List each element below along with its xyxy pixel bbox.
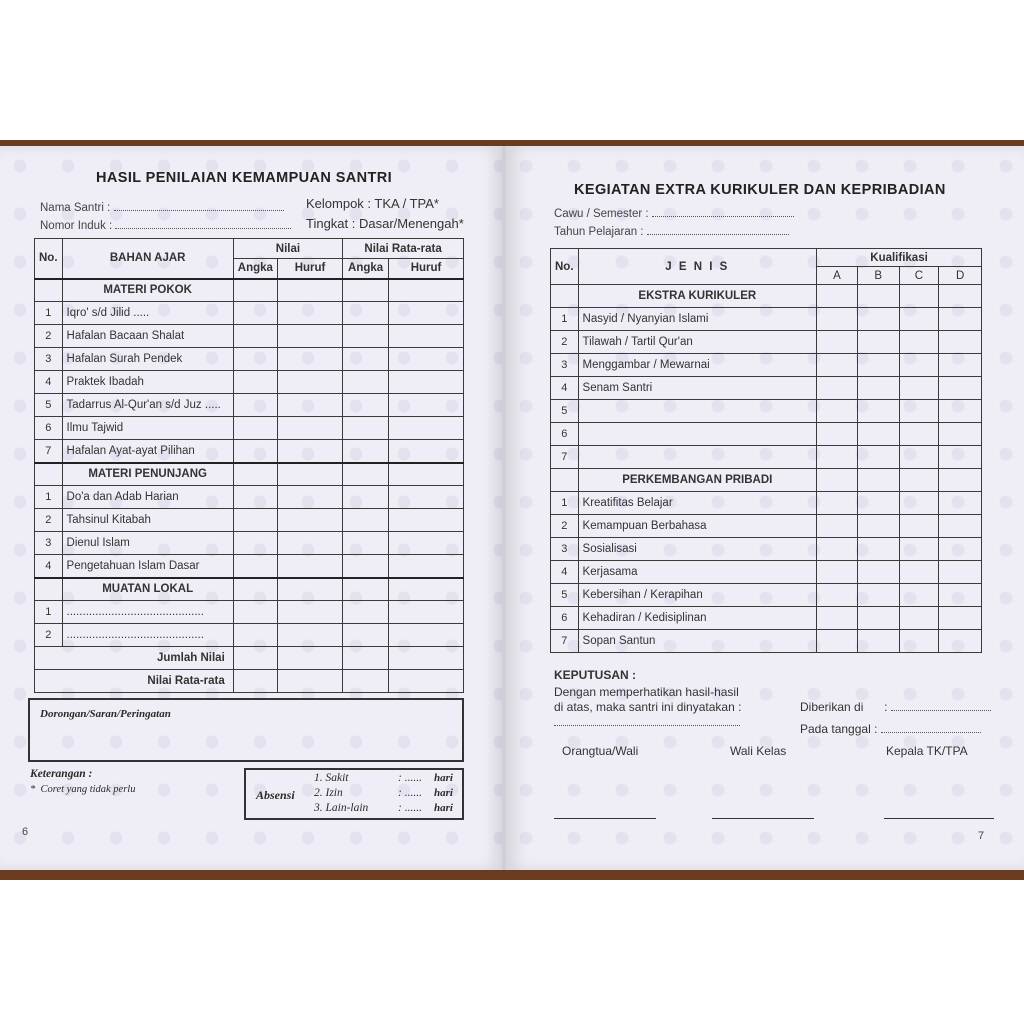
diberikan-colon: : <box>884 700 888 714</box>
nama-santri-label: Nama Santri : <box>40 202 111 214</box>
nilai-cell[interactable] <box>343 325 389 348</box>
row-label: Kemampuan Berbahasa <box>578 515 817 538</box>
row-no: 2 <box>35 325 63 348</box>
left-page-title: HASIL PENILAIAN KEMAMPUAN SANTRI <box>96 170 393 186</box>
nilai-cell[interactable] <box>277 417 342 440</box>
pada-tanggal-label: Pada tanggal : <box>800 722 878 736</box>
diberikan-label: Diberikan di <box>800 700 864 714</box>
nilai-cell[interactable] <box>233 647 277 670</box>
kualifikasi-cell[interactable] <box>817 607 858 630</box>
col-jenis-header: J E N I S <box>578 249 817 285</box>
row-label: Kebersihan / Kerapihan <box>578 584 817 607</box>
kualifikasi-cell[interactable] <box>939 584 982 607</box>
sign-kepala-label: Kepala TK/TPA <box>886 744 968 758</box>
absensi-item: 2. Izin <box>314 787 343 799</box>
row-no: 2 <box>35 624 63 647</box>
tahun-label: Tahun Pelajaran : <box>554 226 644 238</box>
nilai-cell[interactable] <box>389 601 464 624</box>
section-row <box>35 578 464 601</box>
table-row <box>35 325 464 348</box>
section-row <box>35 463 464 486</box>
kualifikasi-cell[interactable] <box>817 515 858 538</box>
kualifikasi-cell[interactable] <box>939 538 982 561</box>
kualifikasi-cell[interactable] <box>899 446 939 469</box>
kualifikasi-cell[interactable] <box>939 607 982 630</box>
keterangan-note-text: Coret yang tidak perlu <box>40 784 136 795</box>
table-row <box>35 371 464 394</box>
nilai-cell[interactable] <box>233 509 277 532</box>
row-label: Sosialisasi <box>578 538 817 561</box>
cawu-dotline[interactable] <box>652 208 794 217</box>
cawu-label: Cawu / Semester : <box>554 208 649 220</box>
jumlah-row <box>35 647 464 670</box>
table-row <box>551 308 982 331</box>
kualifikasi-cell[interactable] <box>939 423 982 446</box>
table-row <box>551 354 982 377</box>
nilai-cell[interactable] <box>277 509 342 532</box>
nilai-rata-label: Nilai Rata-rata <box>35 670 234 693</box>
row-no: 1 <box>35 601 63 624</box>
kualifikasi-cell[interactable] <box>899 538 939 561</box>
kualifikasi-cell[interactable] <box>857 400 899 423</box>
kualifikasi-cell[interactable] <box>899 607 939 630</box>
absensi-item: 1. Sakit <box>314 772 349 784</box>
row-label: Kerjasama <box>578 561 817 584</box>
keputusan-text-1: Dengan memperhatikan hasil-hasil <box>554 685 739 699</box>
row-no: 5 <box>35 394 63 417</box>
kualifikasi-cell[interactable] <box>899 377 939 400</box>
kualifikasi-cell[interactable] <box>857 607 899 630</box>
nilai-cell[interactable] <box>343 509 389 532</box>
sign-line-orangtua[interactable] <box>554 818 656 819</box>
nilai-cell[interactable] <box>389 532 464 555</box>
kualifikasi-cell[interactable] <box>899 400 939 423</box>
nilai-cell[interactable] <box>233 601 277 624</box>
row-no: 4 <box>551 561 579 584</box>
absensi-item: 3. Lain-lain <box>314 802 369 814</box>
diberikan-field[interactable] <box>800 700 991 714</box>
kualifikasi-cell[interactable] <box>939 446 982 469</box>
nilai-cell[interactable] <box>343 601 389 624</box>
jumlah-nilai-label: Jumlah Nilai <box>35 647 234 670</box>
row-no: 1 <box>35 486 63 509</box>
row-label: Ilmu Tajwid <box>62 417 233 440</box>
col-angka2-header: Angka <box>343 259 389 279</box>
row-no: 5 <box>551 400 579 423</box>
sign-line-wali-kelas[interactable] <box>712 818 814 819</box>
absensi-unit: hari <box>434 772 453 784</box>
row-no: 6 <box>551 423 579 446</box>
table-row <box>35 532 464 555</box>
kualifikasi-table <box>550 248 982 653</box>
kualifikasi-cell[interactable] <box>899 308 939 331</box>
row-label: Dienul Islam <box>62 532 233 555</box>
nilai-cell[interactable] <box>343 555 389 578</box>
kualifikasi-cell[interactable] <box>817 630 858 653</box>
absensi-label: Absensi <box>256 788 295 802</box>
absensi-row <box>314 787 460 802</box>
row-label: Tadarrus Al-Qur'an s/d Juz ..... <box>62 394 233 417</box>
table-row <box>35 394 464 417</box>
pada-tanggal-dotline[interactable] <box>881 724 981 733</box>
nilai-cell[interactable] <box>233 555 277 578</box>
section-muatan-lokal: MUATAN LOKAL <box>62 578 233 601</box>
col-d-header: D <box>939 267 982 285</box>
nilai-cell[interactable] <box>277 371 342 394</box>
left-page <box>0 146 504 870</box>
row-label: Do'a dan Adab Harian <box>62 486 233 509</box>
kualifikasi-cell[interactable] <box>939 561 982 584</box>
kualifikasi-cell[interactable] <box>939 331 982 354</box>
table-row <box>35 348 464 371</box>
kualifikasi-cell[interactable] <box>817 377 858 400</box>
row-no: 4 <box>35 555 63 578</box>
kualifikasi-cell[interactable] <box>817 584 858 607</box>
nilai-cell[interactable] <box>277 440 342 463</box>
table-row <box>35 440 464 463</box>
nilai-cell[interactable] <box>389 670 464 693</box>
kualifikasi-cell[interactable] <box>857 584 899 607</box>
nilai-cell[interactable] <box>389 325 464 348</box>
row-label: Senam Santri <box>578 377 817 400</box>
nilai-cell[interactable] <box>389 555 464 578</box>
keputusan-dotline[interactable] <box>554 714 740 726</box>
cawu-field[interactable] <box>554 208 794 220</box>
nilai-cell[interactable] <box>233 624 277 647</box>
nilai-cell[interactable] <box>277 647 342 670</box>
nomor-induk-field[interactable] <box>40 220 291 232</box>
nilai-cell[interactable] <box>389 371 464 394</box>
table-row <box>35 601 464 624</box>
nilai-cell[interactable] <box>233 348 277 371</box>
row-label: Nasyid / Nyanyian Islami <box>578 308 817 331</box>
absensi-sep[interactable]: : ...... <box>398 772 422 784</box>
col-angka-header: Angka <box>233 259 277 279</box>
dorongan-label: Dorongan/Saran/Peringatan <box>40 708 171 720</box>
col-b-header: B <box>857 267 899 285</box>
row-no: 3 <box>35 532 63 555</box>
nilai-cell[interactable] <box>343 394 389 417</box>
nilai-cell[interactable] <box>389 394 464 417</box>
nilai-cell[interactable] <box>389 509 464 532</box>
kualifikasi-cell[interactable] <box>817 538 858 561</box>
row-no: 3 <box>551 538 579 561</box>
kualifikasi-cell[interactable] <box>857 492 899 515</box>
row-label[interactable]: ........................................... <box>62 624 233 647</box>
kualifikasi-cell[interactable] <box>939 377 982 400</box>
nilai-cell[interactable] <box>277 394 342 417</box>
table-row <box>551 331 982 354</box>
row-label: Iqro' s/d Jilid ..... <box>62 302 233 325</box>
kualifikasi-cell[interactable] <box>899 561 939 584</box>
section-materi-pokok: MATERI POKOK <box>62 279 233 302</box>
nilai-cell[interactable] <box>277 670 342 693</box>
row-no: 3 <box>35 348 63 371</box>
kualifikasi-cell[interactable] <box>899 584 939 607</box>
keterangan-note <box>30 784 135 795</box>
keputusan-text-2: di atas, maka santri ini dinyatakan : <box>554 700 742 714</box>
table-row <box>551 400 982 423</box>
nilai-cell[interactable] <box>343 348 389 371</box>
nilai-cell[interactable] <box>233 325 277 348</box>
nilai-cell[interactable] <box>277 325 342 348</box>
kualifikasi-cell[interactable] <box>817 308 858 331</box>
nilai-cell[interactable] <box>277 348 342 371</box>
table-row <box>35 624 464 647</box>
nilai-cell[interactable] <box>389 302 464 325</box>
table-row <box>551 630 982 653</box>
col-nilai-header: Nilai <box>233 239 342 259</box>
row-no: 1 <box>551 492 579 515</box>
kualifikasi-cell[interactable] <box>817 400 858 423</box>
tahun-dotline[interactable] <box>647 226 789 235</box>
kualifikasi-cell[interactable] <box>899 492 939 515</box>
col-huruf2-header: Huruf <box>389 259 464 279</box>
row-no: 7 <box>35 440 63 463</box>
row-no: 4 <box>35 371 63 394</box>
row-no: 7 <box>551 446 579 469</box>
table-row <box>551 515 982 538</box>
nilai-cell[interactable] <box>343 417 389 440</box>
section-ekstra-kurikuler: EKSTRA KURIKULER <box>578 285 817 308</box>
row-label: Hafalan Bacaan Shalat <box>62 325 233 348</box>
nilai-cell[interactable] <box>389 486 464 509</box>
kualifikasi-cell[interactable] <box>857 515 899 538</box>
nilai-cell[interactable] <box>277 555 342 578</box>
sign-wali-kelas-label: Wali Kelas <box>730 744 787 758</box>
row-label: Sopan Santun <box>578 630 817 653</box>
absensi-box <box>244 768 464 820</box>
kualifikasi-cell[interactable] <box>857 630 899 653</box>
kualifikasi-cell[interactable] <box>857 423 899 446</box>
row-label[interactable]: ........................................... <box>62 601 233 624</box>
row-label: Pengetahuan Islam Dasar <box>62 555 233 578</box>
nilai-cell[interactable] <box>233 394 277 417</box>
tingkat-field: Tingkat : Dasar/Menengah* <box>306 216 464 231</box>
nilai-cell[interactable] <box>277 601 342 624</box>
nilai-cell[interactable] <box>277 624 342 647</box>
col-huruf-header: Huruf <box>277 259 342 279</box>
table-row <box>551 423 982 446</box>
table-row <box>35 555 464 578</box>
table-row <box>35 486 464 509</box>
absensi-row <box>314 802 460 817</box>
col-bahan-ajar-header: BAHAN AJAR <box>62 239 233 279</box>
kualifikasi-cell[interactable] <box>817 446 858 469</box>
row-no: 3 <box>551 354 579 377</box>
section-row <box>551 469 982 492</box>
page-number-right: 7 <box>978 830 985 842</box>
row-no: 2 <box>551 331 579 354</box>
nilai-cell[interactable] <box>389 647 464 670</box>
section-row <box>551 285 982 308</box>
nilai-cell[interactable] <box>233 440 277 463</box>
row-label[interactable] <box>578 400 817 423</box>
kualifikasi-cell[interactable] <box>817 354 858 377</box>
table-row <box>551 561 982 584</box>
row-no: 1 <box>35 302 63 325</box>
row-label[interactable] <box>578 446 817 469</box>
col-a-header: A <box>817 267 858 285</box>
nilai-cell[interactable] <box>343 624 389 647</box>
nilai-cell[interactable] <box>343 670 389 693</box>
nilai-cell[interactable] <box>389 440 464 463</box>
kualifikasi-cell[interactable] <box>939 400 982 423</box>
right-page-title: KEGIATAN EXTRA KURIKULER DAN KEPRIBADIAN <box>574 182 946 198</box>
right-page <box>506 146 1024 870</box>
nilai-cell[interactable] <box>343 647 389 670</box>
row-no: 7 <box>551 630 579 653</box>
absensi-unit: hari <box>434 787 453 799</box>
nilai-cell[interactable] <box>277 532 342 555</box>
row-label: Praktek Ibadah <box>62 371 233 394</box>
kualifikasi-cell[interactable] <box>817 423 858 446</box>
row-no: 6 <box>35 417 63 440</box>
nilai-cell[interactable] <box>277 302 342 325</box>
kualifikasi-cell[interactable] <box>817 331 858 354</box>
row-label: Kehadiran / Kedisiplinan <box>578 607 817 630</box>
kualifikasi-cell[interactable] <box>939 308 982 331</box>
row-no: 2 <box>35 509 63 532</box>
row-no: 2 <box>551 515 579 538</box>
kualifikasi-cell[interactable] <box>817 561 858 584</box>
nomor-induk-dotline[interactable] <box>115 220 291 229</box>
section-perkembangan-pribadi: PERKEMBANGAN PRIBADI <box>578 469 817 492</box>
nilai-cell[interactable] <box>233 371 277 394</box>
nama-santri-field[interactable] <box>40 202 284 214</box>
kualifikasi-cell[interactable] <box>939 515 982 538</box>
nilai-cell[interactable] <box>389 348 464 371</box>
keputusan-label: KEPUTUSAN : <box>554 668 637 682</box>
row-label[interactable] <box>578 423 817 446</box>
dorongan-box[interactable] <box>28 698 464 762</box>
nilai-cell[interactable] <box>277 486 342 509</box>
absensi-unit: hari <box>434 802 453 814</box>
kualifikasi-cell[interactable] <box>817 492 858 515</box>
col-no-header: No. <box>551 249 579 285</box>
sign-line-kepala[interactable] <box>884 818 994 819</box>
kualifikasi-cell[interactable] <box>939 354 982 377</box>
table-row <box>35 417 464 440</box>
kualifikasi-cell[interactable] <box>857 308 899 331</box>
kualifikasi-cell[interactable] <box>899 630 939 653</box>
col-kualifikasi-header: Kualifikasi <box>817 249 982 267</box>
row-label: Hafalan Surah Pendek <box>62 348 233 371</box>
col-no-header: No. <box>35 239 63 279</box>
nilai-cell[interactable] <box>233 486 277 509</box>
kualifikasi-cell[interactable] <box>857 354 899 377</box>
nilai-cell[interactable] <box>389 624 464 647</box>
kualifikasi-cell[interactable] <box>939 630 982 653</box>
row-label: Menggambar / Mewarnai <box>578 354 817 377</box>
table-row <box>35 302 464 325</box>
diberikan-dotline[interactable] <box>891 702 991 711</box>
section-row <box>35 279 464 302</box>
row-label: Kreatifitas Belajar <box>578 492 817 515</box>
nilai-cell[interactable] <box>233 302 277 325</box>
row-label: Tahsinul Kitabah <box>62 509 233 532</box>
nilai-cell[interactable] <box>389 417 464 440</box>
row-no: 4 <box>551 377 579 400</box>
nilai-cell[interactable] <box>233 417 277 440</box>
nama-santri-dotline[interactable] <box>114 202 284 211</box>
kualifikasi-cell[interactable] <box>899 331 939 354</box>
table-row <box>551 584 982 607</box>
table-row <box>551 446 982 469</box>
penilaian-table <box>34 238 464 693</box>
kualifikasi-cell[interactable] <box>857 331 899 354</box>
col-nilai-rata-header: Nilai Rata-rata <box>343 239 464 259</box>
row-no: 6 <box>551 607 579 630</box>
table-row <box>551 377 982 400</box>
table-row <box>551 538 982 561</box>
kualifikasi-cell[interactable] <box>899 423 939 446</box>
nilai-cell[interactable] <box>343 440 389 463</box>
kualifikasi-cell[interactable] <box>857 377 899 400</box>
col-c-header: C <box>899 267 939 285</box>
table-row <box>35 509 464 532</box>
kualifikasi-cell[interactable] <box>857 446 899 469</box>
asterisk-icon: * <box>30 784 41 795</box>
table-row <box>551 607 982 630</box>
sign-orangtua-label: Orangtua/Wali <box>562 744 639 758</box>
pada-tanggal-field[interactable] <box>800 722 981 736</box>
kualifikasi-cell[interactable] <box>899 354 939 377</box>
section-materi-penunjang: MATERI PENUNJANG <box>62 463 233 486</box>
kelompok-field: Kelompok : TKA / TPA* <box>306 196 439 211</box>
row-label: Tilawah / Tartil Qur'an <box>578 331 817 354</box>
keterangan-label: Keterangan : <box>30 768 93 780</box>
kualifikasi-cell[interactable] <box>857 538 899 561</box>
open-book <box>0 146 1024 870</box>
nilai-cell[interactable] <box>343 532 389 555</box>
kualifikasi-cell[interactable] <box>939 492 982 515</box>
page-number-left: 6 <box>22 826 29 838</box>
nilai-cell[interactable] <box>343 302 389 325</box>
absensi-sep[interactable]: : ...... <box>398 802 422 814</box>
nilai-cell[interactable] <box>233 670 277 693</box>
nilai-cell[interactable] <box>343 486 389 509</box>
absensi-row <box>314 772 460 787</box>
rata-row <box>35 670 464 693</box>
nomor-induk-label: Nomor Induk : <box>40 220 113 232</box>
nilai-cell[interactable] <box>233 532 277 555</box>
kualifikasi-cell[interactable] <box>899 515 939 538</box>
absensi-sep[interactable]: : ...... <box>398 787 422 799</box>
nilai-cell[interactable] <box>343 371 389 394</box>
row-no: 1 <box>551 308 579 331</box>
tahun-field[interactable] <box>554 226 789 238</box>
row-no: 5 <box>551 584 579 607</box>
kualifikasi-cell[interactable] <box>857 561 899 584</box>
absensi-rows <box>314 772 460 817</box>
row-label: Hafalan Ayat-ayat Pilihan <box>62 440 233 463</box>
table-row <box>551 492 982 515</box>
